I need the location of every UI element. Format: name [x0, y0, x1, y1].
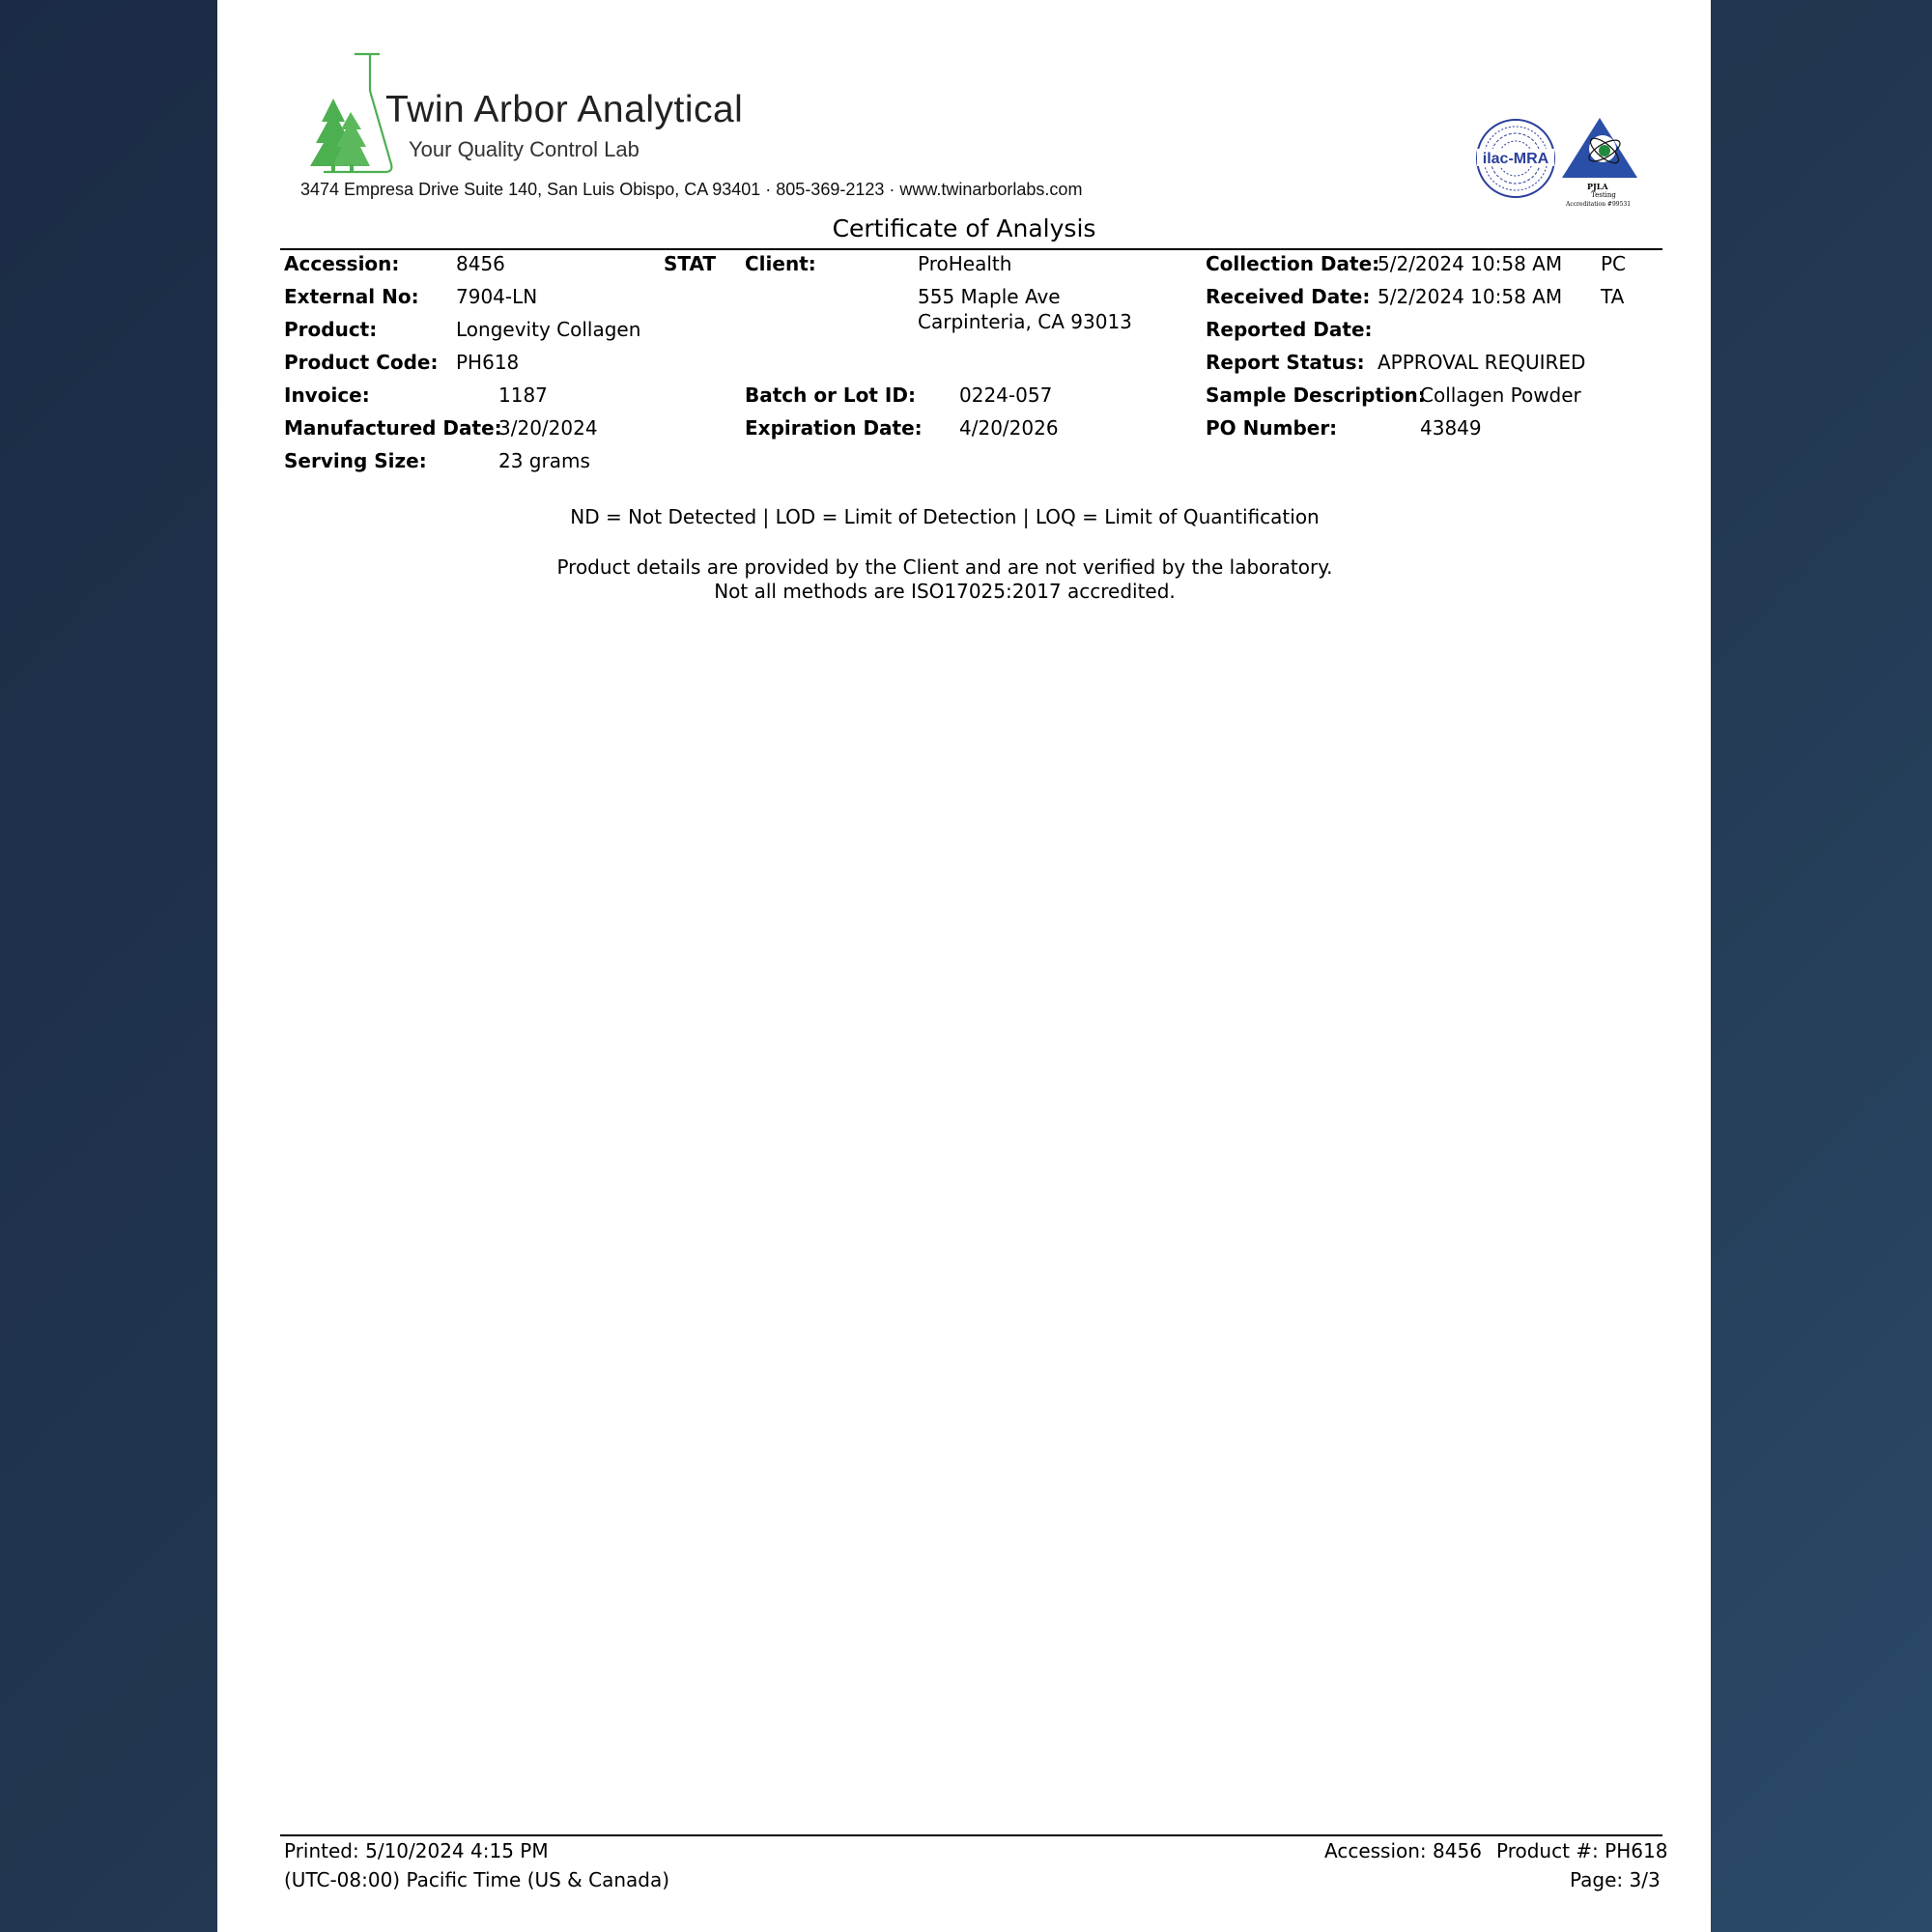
- manufactured-date-label: Manufactured Date:: [284, 416, 502, 440]
- timezone-note: (UTC-08:00) Pacific Time (US & Canada): [284, 1868, 670, 1891]
- serving-size-label: Serving Size:: [284, 449, 427, 472]
- batch-lot-label: Batch or Lot ID:: [745, 384, 916, 407]
- pjla-accreditation-label: Accreditation #99531: [1566, 201, 1632, 208]
- disclaimer-line2: Not all methods are ISO17025:2017 accredited.: [714, 580, 1176, 603]
- client-address-line1: 555 Maple Ave: [918, 285, 1061, 308]
- product-value: Longevity Collagen: [456, 318, 641, 341]
- document-page: [217, 0, 1711, 1932]
- header-rule: [280, 248, 1662, 250]
- expiration-date-value: 4/20/2026: [959, 416, 1059, 440]
- sample-description-label: Sample Description:: [1206, 384, 1426, 407]
- pjla-testing-label: Testing: [1591, 191, 1616, 199]
- collection-date-value: 5/2/2024 10:58 AM: [1378, 252, 1563, 275]
- report-status-value: APPROVAL REQUIRED: [1378, 351, 1586, 374]
- client-label: Client:: [745, 252, 816, 275]
- footer-product-number: Product #: PH618: [1496, 1839, 1668, 1862]
- footer-accession: Accession: 8456: [1324, 1839, 1482, 1862]
- serving-size-value: 23 grams: [498, 449, 590, 472]
- received-initials: TA: [1601, 285, 1625, 308]
- brand-address: 3474 Empresa Drive Suite 140, San Luis Obispo, CA 93401 · 805-369-2123 · www.twinarborlabs.com: [300, 180, 1083, 199]
- accession-value: 8456: [456, 252, 505, 275]
- collection-initials: PC: [1601, 252, 1627, 275]
- brand-tagline: Your Quality Control Lab: [409, 137, 639, 161]
- reported-date-label: Reported Date:: [1206, 318, 1373, 341]
- invoice-value: 1187: [498, 384, 548, 407]
- pjla-triangle-icon: [1560, 116, 1639, 180]
- brand-name: Twin Arbor Analytical: [385, 89, 744, 130]
- footer-rule: [280, 1834, 1662, 1836]
- disclaimer-line1: Product details are provided by the Client and are not verified by the laboratory.: [556, 555, 1333, 579]
- received-date-value: 5/2/2024 10:58 AM: [1378, 285, 1563, 308]
- sample-description-value: Collagen Powder: [1420, 384, 1581, 407]
- po-number-label: PO Number:: [1206, 416, 1338, 440]
- batch-lot-value: 0224-057: [959, 384, 1053, 407]
- manufactured-date-value: 3/20/2024: [498, 416, 598, 440]
- po-number-value: 43849: [1420, 416, 1482, 440]
- report-status-label: Report Status:: [1206, 351, 1365, 374]
- accession-label: Accession:: [284, 252, 400, 275]
- stat-flag: STAT: [664, 252, 717, 275]
- expiration-date-label: Expiration Date:: [745, 416, 923, 440]
- external-no-value: 7904-LN: [456, 285, 538, 308]
- collection-date-label: Collection Date:: [1206, 252, 1380, 275]
- received-date-label: Received Date:: [1206, 285, 1371, 308]
- client-address-line2: Carpinteria, CA 93013: [918, 310, 1132, 333]
- flask-tree-logo: [302, 52, 399, 176]
- pjla-label: PJLA: [1587, 182, 1608, 191]
- ilac-text: ilac-MRA: [1482, 151, 1549, 167]
- ilac-mra-seal-icon: [1475, 118, 1556, 199]
- product-label: Product:: [284, 318, 378, 341]
- product-code-value: PH618: [456, 351, 520, 374]
- page-number: Page: 3/3: [1570, 1868, 1661, 1891]
- client-value: ProHealth: [918, 252, 1012, 275]
- printed-timestamp: Printed: 5/10/2024 4:15 PM: [284, 1839, 549, 1862]
- document-title: Certificate of Analysis: [832, 214, 1096, 242]
- external-no-label: External No:: [284, 285, 419, 308]
- abbreviation-legend: ND = Not Detected | LOD = Limit of Detection | LOQ = Limit of Quantification: [570, 505, 1320, 528]
- product-code-label: Product Code:: [284, 351, 439, 374]
- invoice-label: Invoice:: [284, 384, 370, 407]
